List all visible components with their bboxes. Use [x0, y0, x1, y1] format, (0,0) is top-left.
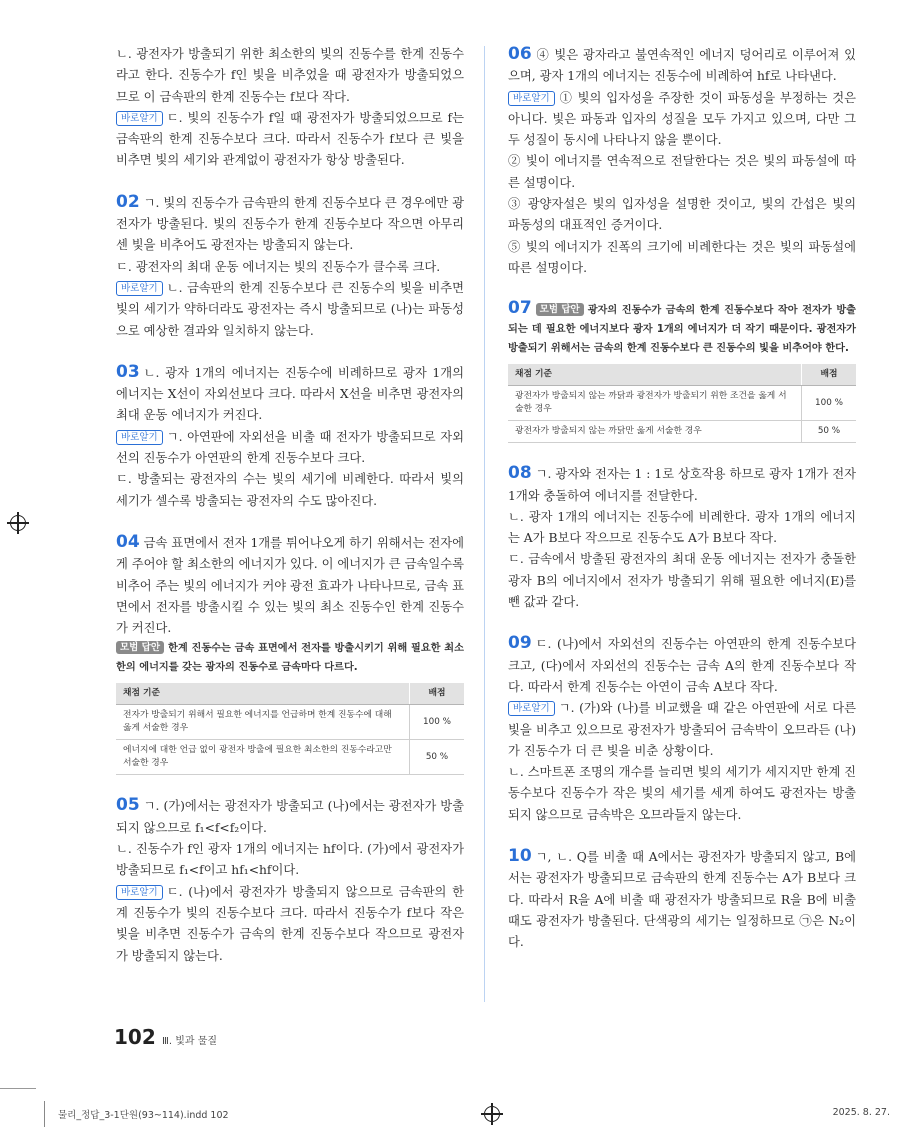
score-header: 배점: [802, 364, 857, 386]
answer-05-line-2: ㄴ. 진동수가 f인 광자 1개의 에너지는 hf이다. (가)에서 광전자가 방출되므로 f₁<f이고 hf₁<hf이다.: [116, 842, 464, 878]
answer-06-line-1: ④ 빛은 광자라고 불연속적인 에너지 덩어리로 이루어져 있으며, 광자 1개의 에너지는 진동수에 비례하여 hf로 나타낸다.: [508, 48, 856, 84]
score-cell: 50 %: [410, 740, 465, 775]
answer-03-check: [116, 427, 464, 470]
answer-09-line-2: ㄱ. (가)와 (나)를 비교했을 때 같은 아연판에 서로 다른 빛을 비추고 있으므로 광전자가 방출되어 금속박이 오므라든 (나)가 진동수가 더 큰 빛을 비춘 상황이다.: [508, 701, 856, 758]
criteria-cell: 광전자가 방출되지 않는 까닭과 광전자가 방출되기 위한 조건을 옳게 서술한 경우: [508, 386, 802, 421]
criteria-header: 채점 기준: [508, 364, 802, 386]
answer-03-number: 03: [116, 361, 140, 382]
answer-06-line-4: ③ 광양자설은 빛의 입자성을 설명한 것이고, 빛의 간섭은 빛의 파동성의 대표적인 증거이다.: [508, 197, 856, 233]
answer-09: [508, 633, 856, 826]
answer-01-line-2: ㄷ. 빛의 진동수가 f일 때 광전자가 방출되었으므로 f는 금속판의 한계 진동수보다 크다. 따라서 진동수가 f보다 큰 빛을 비추면 빛의 세기와 관계없이 광전자가 항상 방출된다.: [116, 110, 464, 168]
page-number: 102: [114, 1025, 156, 1049]
left-column: [116, 44, 464, 967]
model-answer-badge: 모범 답안: [536, 303, 584, 316]
answer-03-line-1: ㄴ. 광자 1개의 에너지는 진동수에 비례하므로 광자 1개의 에너지는 X선이 자외선보다 크다. 따라서 X선을 비추면 광전자의 최대 운동 에너지가 커진다.: [116, 365, 464, 423]
table-row: [116, 705, 464, 740]
answer-07: [508, 299, 856, 443]
check-badge: 바로알기: [116, 430, 163, 445]
score-header: 배점: [410, 683, 465, 705]
trim-line: [0, 1088, 36, 1089]
answer-01-check: [116, 108, 464, 172]
check-badge: 바로알기: [508, 701, 555, 716]
answer-10-line-1: ㄱ, ㄴ. Q를 비출 때 A에서는 광전자가 방출되지 않고, B에서는 광전자가 방출되므로 금속판의 한계 진동수는 A가 B보다 크다. 따라서 R을 A에 비출 때 광전자가 방출되므로 R을 B에 비출 때도 광전자가 방출된다. 단색광의 세기는 일정하므로 ㉠은 N₂이다.: [508, 850, 856, 950]
score-cell: 50 %: [802, 421, 857, 443]
score-cell: 100 %: [802, 386, 857, 421]
registration-mark-icon: [484, 1106, 500, 1122]
answer-06-line-2: ① 빛의 입자성을 주장한 것이 파동성을 부정하는 것은 아니다. 빛은 파동과 입자의 성질을 모두 가지고 있으며, 다만 그 두 성질이 동시에 나타나지 않을 뿐이다.: [508, 90, 856, 148]
registration-mark-icon: [10, 515, 26, 531]
answer-03-line-2: ㄱ. 아연판에 자외선을 비출 때 전자가 방출되므로 자외선의 진동수가 아연판의 한계 진동수보다 크다.: [116, 429, 464, 466]
right-column: [508, 44, 856, 954]
model-answer-badge: 모범 답안: [116, 641, 164, 654]
answer-06-check: [508, 88, 856, 152]
answer-09-line-1: ㄷ. (나)에서 자외선의 진동수는 아연판의 한계 진동수보다 크고, (다)에서 자외선의 진동수는 금속 A의 한계 진동수보다 작다. 따라서 한계 진동수는 아연이 금속 A보다 작다.: [508, 637, 856, 694]
answer-04: [116, 532, 464, 775]
answer-05-number: 05: [116, 795, 140, 816]
check-badge: 바로알기: [508, 91, 555, 106]
answer-09-line-3: ㄴ. 스마트폰 조명의 개수를 늘리면 빛의 세기가 세지지만 한계 진동수보다 진동수가 작은 빛의 세기를 세게 하여도 광전자는 방출되지 않으므로 금속박은 오므라들지 않는다.: [508, 765, 856, 822]
answer-04-model: [116, 639, 464, 677]
table-row: [508, 386, 856, 421]
answer-10: [508, 846, 856, 953]
answer-09-number: 09: [508, 633, 532, 654]
answer-02-line-3: ㄴ. 금속판의 한계 진동수보다 큰 진동수의 빛을 비추면 빛의 세기가 약하더라도 광전자는 즉시 방출되므로 (나)는 파동성으로 예상한 결과와 일치하지 않는다.: [116, 280, 464, 338]
answer-03-line-3: ㄷ. 방출되는 광전자의 수는 빛의 세기에 비례한다. 따라서 빛의 세기가 셀수록 방출되는 광전자의 수도 많아진다.: [116, 472, 464, 508]
answer-08-line-3: ㄷ. 금속에서 방출된 광전자의 최대 운동 에너지는 전자가 충돌한 광자 B의 에너지에서 전자가 방출되기 위해 필요한 에너지(E)를 뺀 값과 같다.: [508, 552, 856, 610]
answer-07-model-text: 광자의 진동수가 금속의 한계 진동수보다 작아 전자가 방출되는 데 필요한 에너지보다 광자 1개의 에너지가 더 작기 때문이다. 광전자가 방출되기 위해서는 금속의 한계 진동수보다 큰 진동수의 빛을 비추어야 한다.: [508, 305, 856, 355]
answer-02: [116, 192, 464, 342]
answer-05-line-1: ㄱ. (가)에서는 광전자가 방출되고 (나)에서는 광전자가 방출되지 않으므로 f₁<f<f₂이다.: [116, 799, 464, 835]
criteria-header: 채점 기준: [116, 683, 410, 705]
score-cell: 100 %: [410, 705, 465, 740]
answer-08-line-2: ㄴ. 광자 1개의 에너지는 진동수에 비례한다. 광자 1개의 에너지는 A가 B보다 작으므로 진동수도 A가 B보다 작다.: [508, 509, 856, 546]
column-divider: [484, 46, 485, 1002]
scoring-table-07: [508, 364, 856, 443]
table-row: [508, 421, 856, 443]
answer-05-line-3: ㄷ. (나)에서 광전자가 방출되지 않으므로 금속판의 한계 진동수가 빛의 진동수보다 크다. 따라서 진동수가 f보다 작은 빛을 비추면 진동수가 금속의 한계 진동수보다 작으므로 광전자가 방출되지 않는다.: [116, 884, 464, 963]
answer-10-number: 10: [508, 846, 532, 867]
footer-date: 2025. 8. 27.: [832, 1107, 890, 1118]
answer-05: [116, 795, 464, 966]
scoring-table-04: [116, 683, 464, 775]
criteria-cell: 전자가 방출되기 위해서 필요한 에너지를 언급하며 한계 진동수에 대해 옳게 서술한 경우: [116, 705, 410, 740]
answer-04-line-1: 금속 표면에서 전자 1개를 튀어나오게 하기 위해서는 전자에게 주어야 할 최소한의 에너지가 있다. 이 에너지가 큰 금속일수록 비추어 주는 빛의 에너지가 커야 광전 효과가 나타나므로, 금속 표면에서 전자를 방출시킬 수 있는 빛의 최소 진동수인 한계 진동수가 커진다.: [116, 535, 464, 636]
footer-filename: 물리_정답_3-1단원(93~114).indd 102: [58, 1110, 229, 1121]
answer-08: [508, 463, 856, 613]
check-badge: 바로알기: [116, 281, 163, 296]
answer-06-number: 06: [508, 44, 532, 64]
answer-06: [508, 44, 856, 279]
criteria-cell: 광전자가 방출되지 않는 까닭만 옳게 서술한 경우: [508, 421, 802, 443]
answer-05-check: [116, 882, 464, 967]
answer-02-line-1: ㄱ. 빛의 진동수가 금속판의 한계 진동수보다 큰 경우에만 광전자가 방출된다. 빛의 진동수가 한계 진동수보다 작으면 아무리 센 빛을 비추어도 광전자는 방출되지 않는다.: [116, 195, 464, 253]
answer-04-number: 04: [116, 531, 140, 552]
check-badge: 바로알기: [116, 111, 163, 126]
answer-08-number: 08: [508, 463, 532, 484]
answer-03: [116, 362, 464, 512]
answer-07-number: 07: [508, 298, 532, 319]
answer-04-model-text: 한계 진동수는 금속 표면에서 전자를 방출시키기 위해 필요한 최소한의 에너지를 갖는 광자의 진동수로 금속마다 다르다.: [116, 643, 464, 674]
answer-02-check: [116, 278, 464, 342]
check-badge: 바로알기: [116, 885, 163, 900]
answer-01-line-1: ㄴ. 광전자가 방출되기 위한 최소한의 빛의 진동수를 한계 진동수라고 한다. 진동수가 f인 빛을 비추었을 때 광전자가 방출되었으므로 이 금속판의 한계 진동수는 f보다 작다.: [116, 47, 464, 104]
answer-06-line-5: ⑤ 빛의 에너지가 진폭의 크기에 비례한다는 것은 빛의 파동설에 따른 설명이다.: [508, 239, 856, 275]
section-title: Ⅲ. 빛과 물질: [162, 1036, 218, 1047]
answer-08-line-1: ㄱ. 광자와 전자는 1 : 1로 상호작용 하므로 광자 1개가 전자 1개와 충돌하여 에너지를 전달한다.: [508, 467, 856, 503]
answer-06-line-3: ② 빛이 에너지를 연속적으로 전달한다는 것은 빛의 파동설에 따른 설명이다.: [508, 154, 856, 190]
table-row: [116, 740, 464, 775]
answer-09-check: [508, 698, 856, 762]
footer-divider: [44, 1101, 45, 1127]
answer-02-number: 02: [116, 191, 140, 212]
answer-02-line-2: ㄷ. 광전자의 최대 운동 에너지는 빛의 진동수가 클수록 크다.: [116, 259, 441, 274]
answer-01-continued: [116, 44, 464, 172]
criteria-cell: 에너지에 대한 언급 없이 광전자 방출에 필요한 최소한의 진동수라고만 서술한 경우: [116, 740, 410, 775]
